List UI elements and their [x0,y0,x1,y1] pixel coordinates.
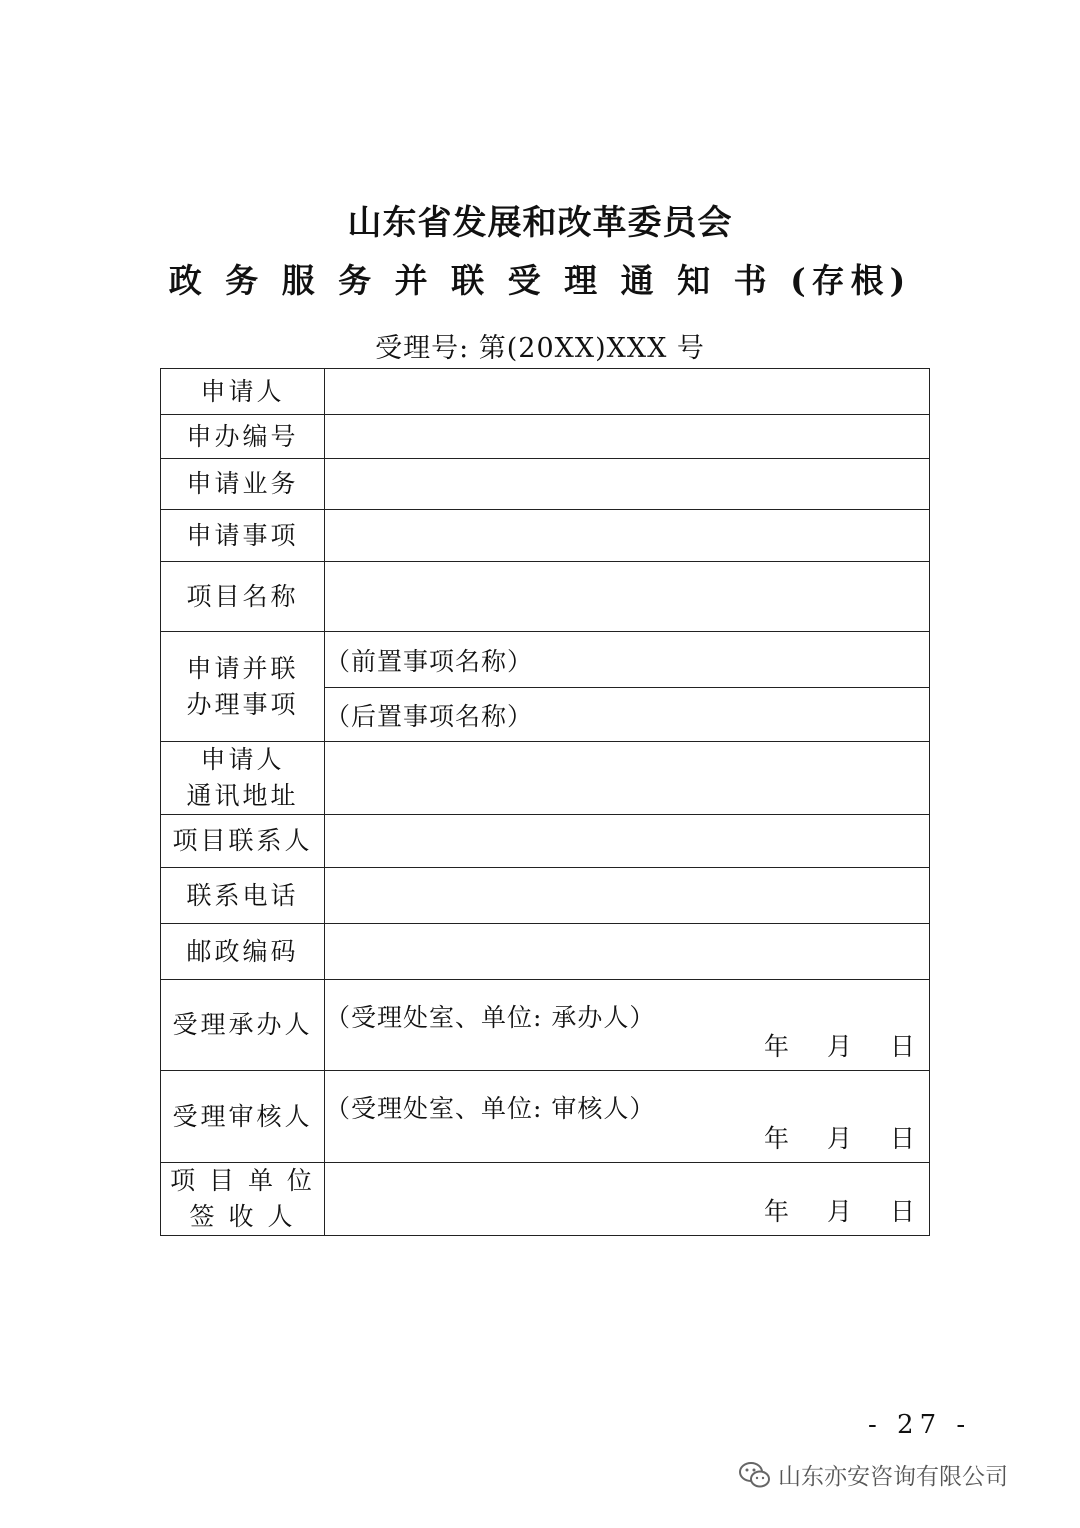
acceptance-number: 受理号: 第(20XX)XXX 号 [375,333,705,364]
form-row-signer [161,1163,930,1236]
form-row-phone [161,868,930,924]
watermark-text: 山东亦安咨询有限公司 [778,1464,1008,1490]
form-value-field [325,742,930,815]
form-label-signer [161,1163,325,1236]
form-value-field [325,510,930,562]
label-line: 办理事项 [186,689,299,719]
form-row-matter [161,510,930,562]
date-day: 日 [889,1032,915,1061]
form-label: 受理审核人 [161,1071,325,1163]
date-month: 月 [826,1032,852,1061]
form-label: 申请业务 [161,459,325,510]
label-line: 项 目 单 位 [170,1166,315,1195]
handler-cell [325,980,930,1071]
form-row-applicant [161,369,930,415]
form-row-reviewer [161,1071,930,1163]
date-day: 日 [889,1197,915,1226]
form-value-field [325,868,930,924]
form-row-parallel-pre [161,632,930,688]
form-row-project-name [161,562,930,632]
post-matter-name: （后置事项名称） [325,688,930,742]
form-label: 项目联系人 [161,815,325,868]
form-label: 申请人 [161,369,325,415]
date-day: 日 [889,1124,915,1153]
form-label: 申请事项 [161,510,325,562]
form-value-field [325,369,930,415]
pre-matter-name: （前置事项名称） [325,632,930,688]
form-row-application-no [161,415,930,459]
label-line: 签 收 人 [189,1202,296,1231]
reviewer-note: （受理处室、单位: 审核人） [325,1094,656,1123]
form-row-business [161,459,930,510]
form-row-address [161,742,930,815]
page-number: - 27 - [868,1410,972,1440]
signer-cell [325,1163,930,1236]
label-line: 申请并联 [186,653,299,683]
form-label-address [161,742,325,815]
form-label: 申办编号 [161,415,325,459]
handler-date [726,1027,915,1063]
form-value-field [325,924,930,980]
date-month: 月 [826,1197,852,1226]
form-value-field [325,415,930,459]
notice-form-table [160,368,930,1236]
signer-date [726,1192,915,1228]
date-year: 年 [763,1197,789,1226]
form-value-field [325,459,930,510]
watermark [738,1458,1008,1491]
form-row-contact [161,815,930,868]
form-label: 受理承办人 [161,980,325,1071]
date-year: 年 [763,1032,789,1061]
form-label: 项目名称 [161,562,325,632]
org-title: 山东省发展和改革委员会 [347,203,733,243]
form-label: 联系电话 [161,868,325,924]
date-month: 月 [826,1124,852,1153]
form-label-parallel [161,632,325,742]
form-row-handler [161,980,930,1071]
wechat-icon [738,1460,772,1490]
form-value-field [325,562,930,632]
form-row-postcode [161,924,930,980]
handler-note: （受理处室、单位: 承办人） [325,1003,656,1032]
label-line: 申请人 [200,745,285,774]
reviewer-date [726,1119,915,1155]
form-label: 邮政编码 [161,924,325,980]
document-title: 政 务 服 务 并 联 受 理 通 知 书 (存根) [168,261,912,300]
date-year: 年 [763,1124,789,1153]
form-value-field [325,815,930,868]
reviewer-cell [325,1071,930,1163]
label-line: 通讯地址 [186,781,299,810]
